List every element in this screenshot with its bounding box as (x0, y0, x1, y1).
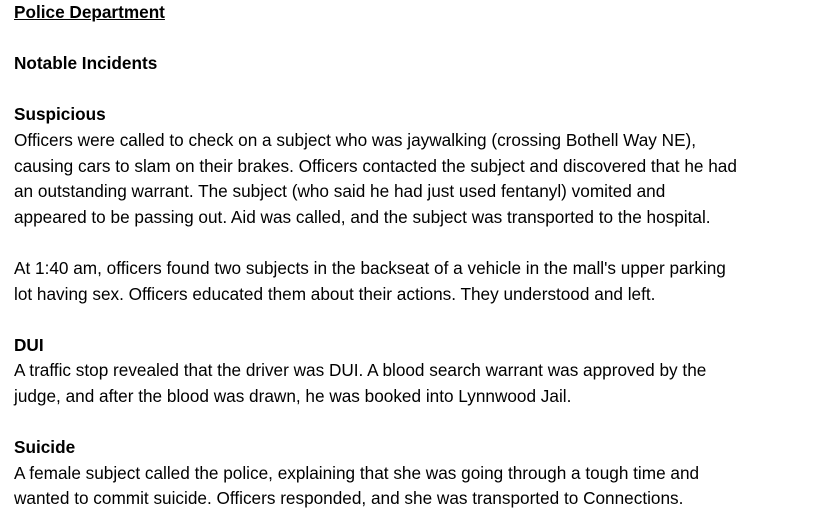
incident-text-line: A traffic stop revealed that the driver was DUI. A blood search warrant was approved by the (14, 360, 707, 381)
incident-text-line: A female subject called the police, explaining that she was going through a tough time and (14, 462, 700, 483)
incident-text-line: appeared to be passing out. Aid was called, and the subject was transported to the hospital. (14, 206, 711, 227)
spacer (14, 307, 817, 333)
incident-text-line: wanted to commit suicide. Officers responded, and she was transported to Connections. (14, 488, 684, 509)
incident-category-dui: DUI (14, 334, 44, 355)
incident-text-line: At 1:40 am, officers found two subjects in the backseat of a vehicle in the mall's upper parking (14, 257, 726, 278)
spacer (14, 26, 817, 52)
spacer (14, 410, 817, 436)
incident-text-line: judge, and after the blood was drawn, he was booked into Lynnwood Jail. (14, 385, 572, 406)
spacer (14, 230, 817, 256)
spacer (14, 77, 817, 103)
incident-text-line: Officers were called to check on a subject who was jaywalking (crossing Bothell Way NE), (14, 129, 697, 150)
document-title: Police Department (14, 2, 165, 22)
incident-text-line: lot having sex. Officers educated them about their actions. They understood and left. (14, 283, 656, 304)
incident-text-line: an outstanding warrant. The subject (who said he had just used fentanyl) vomited and (14, 181, 666, 202)
incident-text-line: causing cars to slam on their brakes. Officers contacted the subject and discovered that he had (14, 155, 737, 176)
section-heading: Notable Incidents (14, 53, 158, 74)
incident-category-suicide: Suicide (14, 437, 76, 458)
incident-category-suspicious: Suspicious (14, 104, 106, 125)
